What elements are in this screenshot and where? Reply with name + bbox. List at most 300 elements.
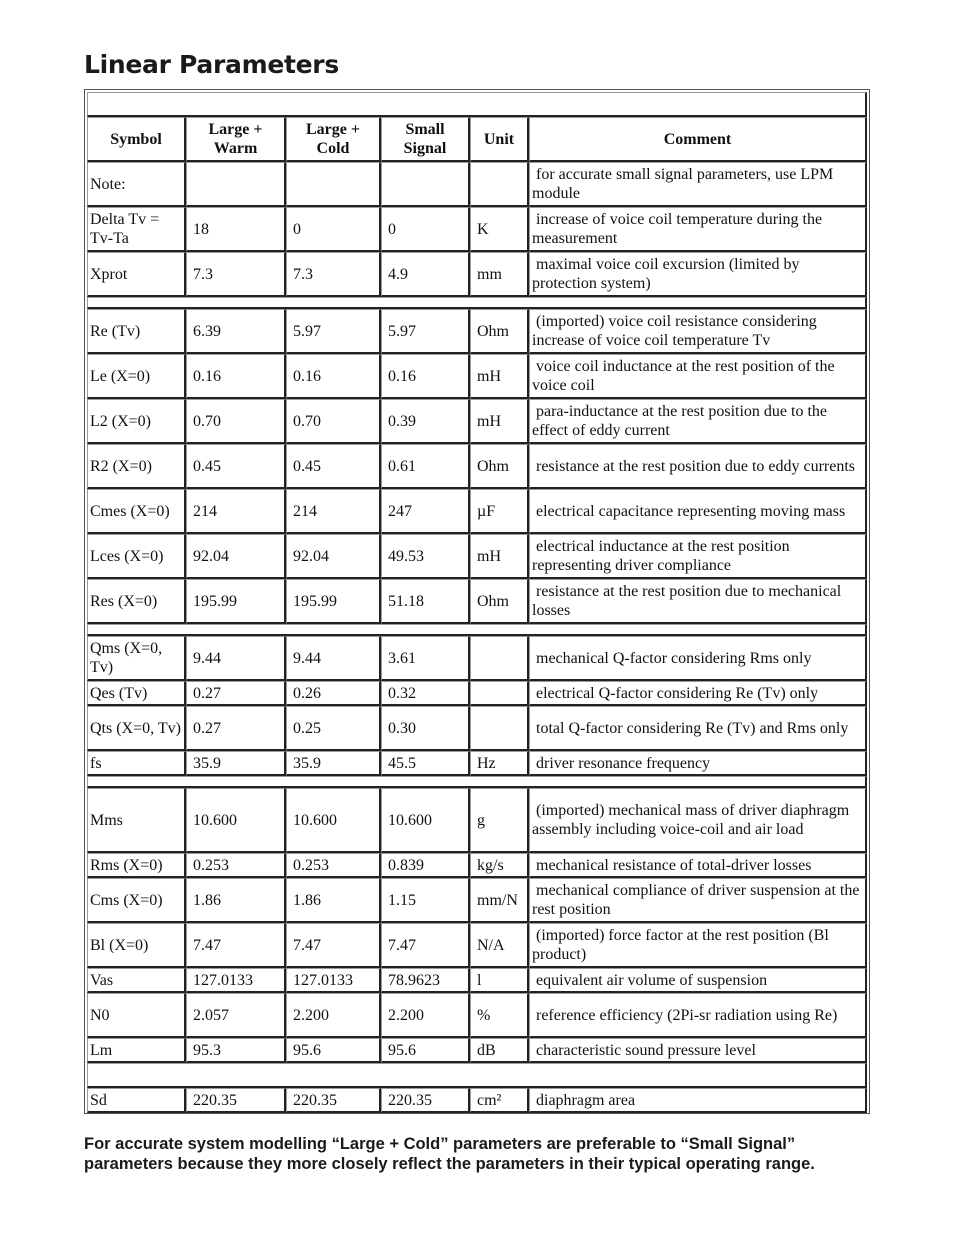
cell-comment — [529, 534, 867, 579]
cell-large-cold — [286, 878, 381, 923]
cell-text: 1.86 — [293, 891, 321, 909]
cell-text: 35.9 — [293, 754, 321, 772]
cell-text: 1.86 — [193, 891, 221, 909]
cell-text: 95.6 — [388, 1041, 416, 1059]
cell-comment — [529, 1038, 867, 1063]
cell-text: 92.04 — [193, 547, 229, 565]
column-header — [381, 117, 470, 162]
cell-text: 10.600 — [193, 811, 237, 829]
cell-large-warm — [186, 751, 286, 776]
cell-comment — [529, 207, 867, 252]
cell-large-warm — [186, 1088, 286, 1113]
table-row — [85, 252, 869, 297]
separator-cell — [87, 1063, 867, 1088]
cell-large-cold — [286, 162, 381, 207]
cell-text: 45.5 — [388, 754, 416, 772]
table-row — [85, 878, 869, 923]
cell-large-cold — [286, 636, 381, 681]
cell-text: Note: — [90, 175, 126, 193]
cell-text: Ohm — [477, 457, 509, 475]
table-row — [85, 489, 869, 534]
cell-text: Re (Tv) — [90, 322, 141, 340]
cell-large-cold — [286, 751, 381, 776]
cell-text: 2.200 — [388, 1006, 424, 1024]
cell-text: Ohm — [477, 322, 509, 340]
cell-text: 1.15 — [388, 891, 416, 909]
cell-small-signal — [381, 444, 470, 489]
cell-small-signal — [381, 207, 470, 252]
cell-symbol — [87, 252, 186, 297]
cell-comment — [529, 399, 867, 444]
cell-comment — [529, 489, 867, 534]
cell-large-cold — [286, 207, 381, 252]
table-row — [85, 923, 869, 968]
cell-symbol — [87, 788, 186, 853]
cell-comment — [529, 706, 867, 751]
separator-cell — [87, 624, 867, 636]
cell-text: 0 — [293, 220, 301, 238]
cell-symbol — [87, 579, 186, 624]
cell-text: R2 (X=0) — [90, 457, 152, 475]
cell-large-warm — [186, 444, 286, 489]
cell-text: 49.53 — [388, 547, 424, 565]
cell-text: 195.99 — [293, 592, 337, 610]
cell-text: 0.253 — [193, 856, 229, 874]
cell-large-cold — [286, 1088, 381, 1113]
cell-large-warm — [186, 579, 286, 624]
cell-unit — [470, 1088, 529, 1113]
cell-unit — [470, 534, 529, 579]
cell-text: 0.16 — [293, 367, 321, 385]
cell-large-warm — [186, 636, 286, 681]
cell-large-cold — [286, 706, 381, 751]
cell-text: 9.44 — [293, 649, 321, 667]
cell-unit — [470, 788, 529, 853]
cell-large-warm — [186, 853, 286, 878]
cell-text: 214 — [193, 502, 217, 520]
cell-text: 95.3 — [193, 1041, 221, 1059]
cell-text: Le (X=0) — [90, 367, 151, 385]
separator-cell — [87, 776, 867, 788]
cell-text: mH — [477, 547, 501, 565]
cell-text: cm² — [477, 1091, 502, 1109]
table-row — [85, 579, 869, 624]
cell-unit — [470, 207, 529, 252]
cell-small-signal — [381, 706, 470, 751]
table-row — [85, 309, 869, 354]
cell-unit — [470, 162, 529, 207]
cell-text: for accurate small signal parameters, use LPM module — [532, 166, 834, 202]
cell-text: 127.0133 — [293, 971, 353, 989]
cell-symbol — [87, 923, 186, 968]
cell-small-signal — [381, 489, 470, 534]
footer-note: For accurate system modelling “Large + Cold” parameters are preferable to “Small Signal” parameters because they more closely reflect the parameters in their typical operating range. — [84, 1135, 815, 1173]
cell-text: resistance at the rest position due to mechanical losses — [532, 583, 842, 619]
cell-symbol — [87, 993, 186, 1038]
cell-large-warm — [186, 788, 286, 853]
cell-text: 5.97 — [388, 322, 416, 340]
cell-text: Rms (X=0) — [90, 856, 163, 874]
cell-unit — [470, 751, 529, 776]
column-header — [470, 117, 529, 162]
cell-unit — [470, 636, 529, 681]
cell-text: Qms (X=0, Tv) — [90, 640, 163, 676]
table-separator-row — [85, 624, 869, 636]
cell-text: mechanical compliance of driver suspension at the rest position — [532, 882, 860, 918]
cell-text: (imported) force factor at the rest position (Bl product) — [532, 927, 829, 963]
cell-text: dB — [477, 1041, 496, 1059]
cell-text: para-inductance at the rest position due to the effect of eddy current — [532, 403, 828, 439]
cell-text: 0.25 — [293, 719, 321, 737]
cell-text: 95.6 — [293, 1041, 321, 1059]
cell-text: electrical capacitance representing moving mass — [536, 502, 846, 520]
cell-small-signal — [381, 751, 470, 776]
cell-text: 0.45 — [293, 457, 321, 475]
cell-text: 92.04 — [293, 547, 329, 565]
cell-text: N0 — [90, 1006, 110, 1024]
separator-cell — [87, 92, 867, 117]
cell-text: 0.27 — [193, 719, 221, 737]
table-separator-row — [85, 297, 869, 309]
cell-text: mechanical resistance of total-driver losses — [536, 856, 812, 874]
cell-text: 18 — [193, 220, 209, 238]
cell-small-signal — [381, 993, 470, 1038]
cell-text: 4.9 — [388, 265, 408, 283]
cell-text: mechanical Q-factor considering Rms only — [536, 649, 812, 667]
cell-text: fs — [90, 754, 102, 772]
cell-unit — [470, 993, 529, 1038]
column-header — [186, 117, 286, 162]
cell-small-signal — [381, 968, 470, 993]
cell-large-warm — [186, 489, 286, 534]
cell-text: Lces (X=0) — [90, 547, 164, 565]
column-header-label: Comment — [663, 130, 732, 148]
cell-text: 7.47 — [193, 936, 221, 954]
column-header-label: Small Signal — [403, 121, 447, 157]
column-header — [529, 117, 867, 162]
cell-large-warm — [186, 706, 286, 751]
cell-comment — [529, 853, 867, 878]
cell-text: mH — [477, 367, 501, 385]
cell-text: increase of voice coil temperature during the measurement — [532, 211, 823, 247]
cell-text: 127.0133 — [193, 971, 253, 989]
table-row — [85, 354, 869, 399]
cell-comment — [529, 968, 867, 993]
cell-text: 7.47 — [293, 936, 321, 954]
cell-text: Res (X=0) — [90, 592, 158, 610]
cell-text: resistance at the rest position due to eddy currents — [536, 457, 856, 475]
cell-small-signal — [381, 923, 470, 968]
cell-large-cold — [286, 788, 381, 853]
cell-text: 220.35 — [293, 1091, 337, 1109]
separator-cell — [87, 297, 867, 309]
table-row — [85, 681, 869, 706]
cell-symbol — [87, 207, 186, 252]
column-header — [87, 117, 186, 162]
cell-large-cold — [286, 993, 381, 1038]
cell-text: N/A — [477, 936, 505, 954]
cell-text: electrical inductance at the rest position representing driver compliance — [532, 538, 790, 574]
cell-text: (imported) mechanical mass of driver diaphragm assembly including voice-coil and air load — [532, 802, 850, 838]
cell-comment — [529, 444, 867, 489]
cell-symbol — [87, 489, 186, 534]
cell-unit — [470, 706, 529, 751]
cell-text: Mms — [90, 811, 123, 829]
cell-comment — [529, 636, 867, 681]
cell-text: 5.97 — [293, 322, 321, 340]
cell-text: % — [477, 1006, 491, 1024]
table-row — [85, 1038, 869, 1063]
cell-large-cold — [286, 309, 381, 354]
table-row — [85, 788, 869, 853]
table-row — [85, 636, 869, 681]
cell-text: 220.35 — [388, 1091, 432, 1109]
cell-symbol — [87, 534, 186, 579]
cell-text: reference efficiency (2Pi-sr radiation using Re) — [536, 1006, 838, 1024]
cell-symbol — [87, 968, 186, 993]
cell-symbol — [87, 681, 186, 706]
cell-large-warm — [186, 309, 286, 354]
cell-large-warm — [186, 968, 286, 993]
cell-text: Sd — [90, 1091, 107, 1109]
cell-text: 0.30 — [388, 719, 416, 737]
cell-text: characteristic sound pressure level — [536, 1041, 756, 1059]
cell-text: Vas — [90, 971, 114, 989]
cell-text: electrical Q-factor considering Re (Tv) only — [536, 684, 819, 702]
table-row — [85, 399, 869, 444]
cell-text: 7.3 — [193, 265, 213, 283]
column-header-label: Large + Cold — [306, 121, 360, 157]
cell-unit — [470, 681, 529, 706]
cell-comment — [529, 788, 867, 853]
cell-text: µF — [477, 502, 496, 520]
cell-text: 0.253 — [293, 856, 329, 874]
cell-text: Qes (Tv) — [90, 684, 148, 702]
column-header-label: Large + Warm — [208, 121, 263, 157]
cell-comment — [529, 878, 867, 923]
cell-text: Cms (X=0) — [90, 891, 163, 909]
cell-comment — [529, 579, 867, 624]
cell-symbol — [87, 354, 186, 399]
cell-text: 0.45 — [193, 457, 221, 475]
cell-symbol — [87, 1088, 186, 1113]
cell-text: 0 — [388, 220, 396, 238]
cell-text: 0.839 — [388, 856, 424, 874]
cell-small-signal — [381, 788, 470, 853]
cell-large-cold — [286, 853, 381, 878]
cell-text: 35.9 — [193, 754, 221, 772]
cell-unit — [470, 354, 529, 399]
cell-small-signal — [381, 399, 470, 444]
cell-text: 0.16 — [388, 367, 416, 385]
table-header-row — [85, 117, 869, 162]
cell-text: Hz — [477, 754, 496, 772]
cell-small-signal — [381, 252, 470, 297]
table-row — [85, 751, 869, 776]
cell-comment — [529, 309, 867, 354]
table-row — [85, 968, 869, 993]
cell-symbol — [87, 706, 186, 751]
table-row — [85, 207, 869, 252]
cell-text: kg/s — [477, 856, 504, 874]
cell-symbol — [87, 399, 186, 444]
cell-symbol — [87, 853, 186, 878]
cell-unit — [470, 1038, 529, 1063]
cell-symbol — [87, 636, 186, 681]
cell-unit — [470, 853, 529, 878]
cell-small-signal — [381, 579, 470, 624]
cell-text: 0.39 — [388, 412, 416, 430]
cell-text: 214 — [293, 502, 317, 520]
cell-large-warm — [186, 162, 286, 207]
cell-small-signal — [381, 681, 470, 706]
cell-text: (imported) voice coil resistance considering increase of voice coil temperature Tv — [532, 313, 817, 349]
cell-large-warm — [186, 207, 286, 252]
cell-text: g — [477, 811, 485, 829]
cell-small-signal — [381, 309, 470, 354]
cell-text: 2.057 — [193, 1006, 229, 1024]
table-row — [85, 706, 869, 751]
cell-text: 10.600 — [388, 811, 432, 829]
cell-text: voice coil inductance at the rest position of the voice coil — [532, 358, 835, 394]
table-row — [85, 1088, 869, 1113]
cell-text: 10.600 — [293, 811, 337, 829]
cell-unit — [470, 399, 529, 444]
cell-text: 0.70 — [293, 412, 321, 430]
cell-text: Lm — [90, 1041, 113, 1059]
cell-large-cold — [286, 681, 381, 706]
table-row — [85, 853, 869, 878]
cell-text: equivalent air volume of suspension — [536, 971, 768, 989]
cell-text: mm — [477, 265, 502, 283]
cell-text: 0.26 — [293, 684, 321, 702]
cell-text: 51.18 — [388, 592, 424, 610]
cell-text: K — [477, 220, 489, 238]
cell-text: 0.61 — [388, 457, 416, 475]
table-row — [85, 534, 869, 579]
cell-large-cold — [286, 923, 381, 968]
cell-text: mm/N — [477, 891, 518, 909]
cell-small-signal — [381, 354, 470, 399]
cell-unit — [470, 489, 529, 534]
table-row — [85, 444, 869, 489]
cell-large-cold — [286, 252, 381, 297]
cell-large-warm — [186, 534, 286, 579]
cell-text: 220.35 — [193, 1091, 237, 1109]
page-title: Linear Parameters — [84, 50, 339, 79]
cell-text: l — [477, 971, 482, 989]
cell-unit — [470, 444, 529, 489]
cell-large-warm — [186, 681, 286, 706]
cell-comment — [529, 681, 867, 706]
cell-small-signal — [381, 1038, 470, 1063]
cell-small-signal — [381, 162, 470, 207]
cell-comment — [529, 993, 867, 1038]
cell-small-signal — [381, 534, 470, 579]
cell-text: Qts (X=0, Tv) — [90, 719, 181, 737]
cell-symbol — [87, 878, 186, 923]
cell-text: Xprot — [90, 265, 128, 283]
cell-text: driver resonance frequency — [536, 754, 711, 772]
cell-text: 7.47 — [388, 936, 416, 954]
cell-symbol — [87, 1038, 186, 1063]
cell-text: 0.16 — [193, 367, 221, 385]
cell-large-cold — [286, 354, 381, 399]
cell-text: Ohm — [477, 592, 509, 610]
cell-large-cold — [286, 489, 381, 534]
cell-large-warm — [186, 1038, 286, 1063]
cell-text: mH — [477, 412, 501, 430]
table-row — [85, 993, 869, 1038]
cell-text: 195.99 — [193, 592, 237, 610]
table-row — [85, 162, 869, 207]
cell-text: 7.3 — [293, 265, 313, 283]
cell-large-cold — [286, 399, 381, 444]
cell-text: 3.61 — [388, 649, 416, 667]
cell-symbol — [87, 309, 186, 354]
cell-text: 9.44 — [193, 649, 221, 667]
cell-text: 0.70 — [193, 412, 221, 430]
cell-large-warm — [186, 252, 286, 297]
cell-text: Bl (X=0) — [90, 936, 149, 954]
cell-comment — [529, 751, 867, 776]
cell-text: Cmes (X=0) — [90, 502, 170, 520]
cell-small-signal — [381, 636, 470, 681]
cell-text: Delta Tv = Tv-Ta — [90, 211, 160, 247]
cell-large-warm — [186, 399, 286, 444]
cell-large-cold — [286, 1038, 381, 1063]
cell-symbol — [87, 751, 186, 776]
cell-text: 0.32 — [388, 684, 416, 702]
cell-comment — [529, 162, 867, 207]
cell-text: maximal voice coil excursion (limited by protection system) — [532, 256, 800, 292]
cell-unit — [470, 309, 529, 354]
cell-large-warm — [186, 354, 286, 399]
cell-comment — [529, 354, 867, 399]
cell-large-cold — [286, 968, 381, 993]
cell-comment — [529, 252, 867, 297]
cell-text: 78.9623 — [388, 971, 440, 989]
table-separator-row — [85, 92, 869, 117]
cell-text: 6.39 — [193, 322, 221, 340]
cell-text: diaphragm area — [536, 1091, 636, 1109]
linear-parameters-table — [84, 89, 870, 1114]
cell-large-cold — [286, 579, 381, 624]
cell-large-warm — [186, 923, 286, 968]
column-header — [286, 117, 381, 162]
table-separator-row — [85, 776, 869, 788]
cell-comment — [529, 1088, 867, 1113]
cell-large-cold — [286, 534, 381, 579]
cell-text: total Q-factor considering Re (Tv) and Rms only — [536, 719, 849, 737]
cell-comment — [529, 923, 867, 968]
cell-symbol — [87, 444, 186, 489]
cell-unit — [470, 579, 529, 624]
table-separator-row — [85, 1063, 869, 1088]
cell-text: 0.27 — [193, 684, 221, 702]
column-header-label: Unit — [483, 130, 515, 148]
cell-text: L2 (X=0) — [90, 412, 152, 430]
cell-small-signal — [381, 1088, 470, 1113]
cell-text: 247 — [388, 502, 412, 520]
cell-large-warm — [186, 993, 286, 1038]
cell-large-warm — [186, 878, 286, 923]
cell-text: 2.200 — [293, 1006, 329, 1024]
cell-symbol — [87, 162, 186, 207]
cell-unit — [470, 878, 529, 923]
cell-unit — [470, 252, 529, 297]
cell-unit — [470, 968, 529, 993]
